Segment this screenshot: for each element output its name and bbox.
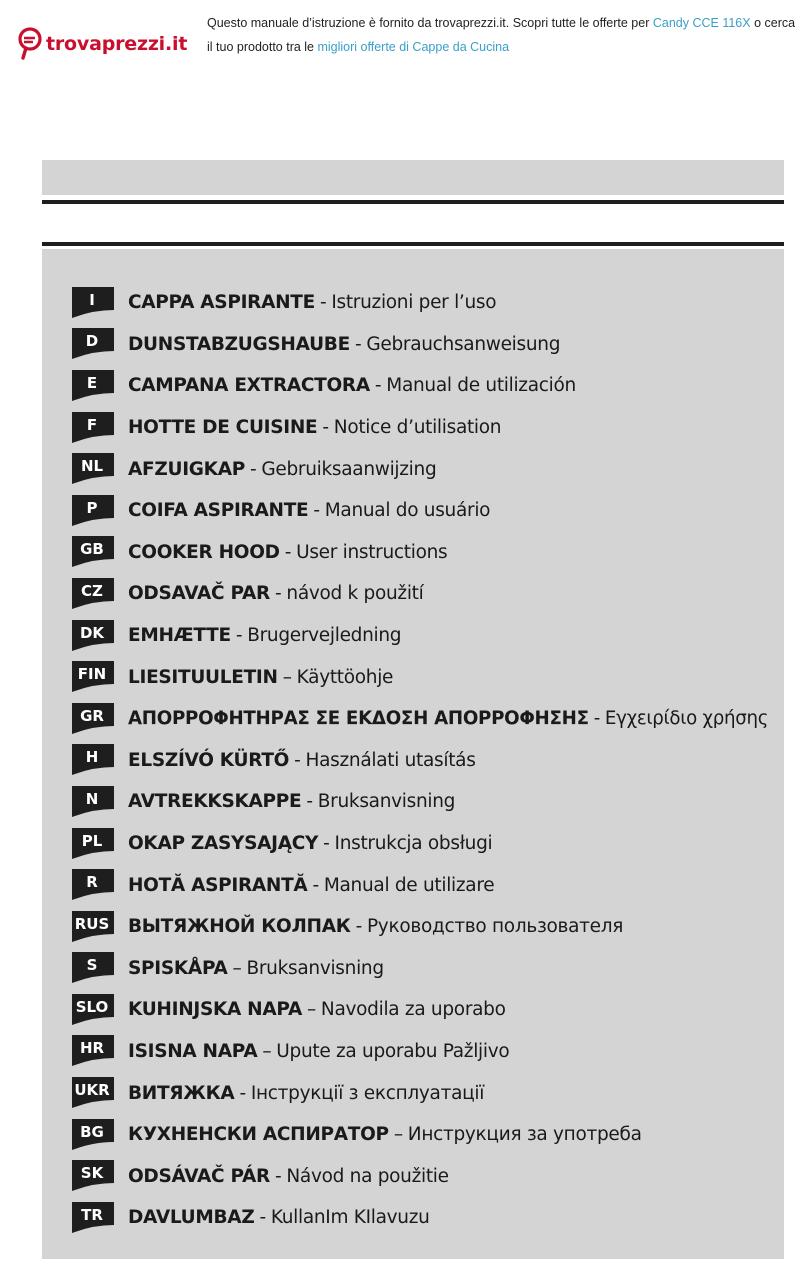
language-item-h[interactable]	[70, 740, 778, 782]
top-rule	[42, 200, 784, 204]
language-tab-icon	[70, 994, 116, 1026]
promo-line-2	[207, 35, 797, 59]
promo-line1-suffix: o cerca	[750, 16, 796, 30]
language-code: P	[86, 498, 98, 517]
language-item-n[interactable]	[70, 781, 778, 823]
language-item-ukr[interactable]	[70, 1072, 778, 1114]
language-item-r[interactable]	[70, 864, 778, 906]
language-label	[128, 459, 436, 480]
product-title: CAMPANA EXTRACTORA	[128, 375, 370, 397]
product-title: ODSÁVAČ PÁR	[128, 1165, 270, 1187]
product-title: CAPPA ASPIRANTE	[128, 292, 315, 314]
manual-description: Bruksanvisning	[317, 791, 456, 813]
language-code: GB	[80, 540, 104, 559]
product-title: DAVLUMBAZ	[128, 1207, 255, 1229]
manual-description: Manual do usuário	[324, 500, 491, 522]
separator: -	[235, 625, 243, 647]
separator: -	[593, 708, 600, 730]
product-title: LIESITUULETIN	[128, 666, 278, 688]
manual-description: User instructions	[296, 541, 448, 563]
product-title: ELSZÍVÓ KÜRTŐ	[128, 749, 290, 771]
language-label	[128, 1166, 449, 1187]
language-tab-icon	[70, 1160, 116, 1192]
separator: -	[354, 333, 362, 355]
product-title: ΑΠΟΡΡΟΦΗΤΗΡΑΣ ΣΕ ΕΚΔΟΣΗ ΑΠΟΡΡΟΦΗΣΗΣ	[128, 708, 589, 730]
manual-description: Notice d’utilisation	[333, 417, 502, 439]
language-tab-icon	[70, 370, 116, 402]
language-tab-icon	[70, 869, 116, 901]
language-tab-icon	[70, 1077, 116, 1109]
language-label	[128, 999, 506, 1020]
separator: –	[282, 666, 292, 688]
language-tab-icon	[70, 620, 116, 652]
language-item-p[interactable]	[70, 490, 778, 532]
language-code: F	[86, 415, 98, 434]
manual-description: Istruzioni per l’uso	[331, 292, 497, 314]
language-tab-icon	[70, 578, 116, 610]
bottom-rule	[42, 242, 784, 246]
language-tab-icon	[70, 1119, 116, 1151]
language-label	[128, 916, 623, 937]
language-label	[128, 1207, 430, 1228]
separator: -	[313, 500, 320, 522]
separator: -	[312, 874, 319, 896]
separator: -	[322, 417, 329, 439]
manual-description: Руководство пользователя	[366, 916, 624, 938]
title-strip	[42, 160, 784, 195]
language-label	[128, 583, 423, 604]
language-label	[128, 375, 576, 396]
language-code: UKR	[74, 1081, 110, 1100]
manual-description: návod k použití	[286, 583, 424, 605]
language-label	[128, 667, 393, 688]
language-panel	[42, 249, 784, 1259]
product-title: COIFA ASPIRANTE	[128, 500, 309, 522]
language-label	[128, 292, 496, 313]
language-code: HR	[79, 1039, 105, 1058]
separator: -	[284, 541, 292, 563]
language-tab-icon	[70, 911, 116, 943]
category-offers-link[interactable]: migliori offerte di Cappe da Cucina	[317, 40, 510, 54]
language-tab-icon	[70, 328, 116, 360]
language-tab-icon	[70, 412, 116, 444]
language-label	[128, 334, 560, 355]
separator: -	[239, 1082, 246, 1104]
language-item-hr[interactable]	[70, 1031, 778, 1073]
separator: -	[249, 458, 257, 480]
product-title: ISISNA NAPA	[128, 1040, 258, 1062]
language-code: R	[86, 873, 98, 892]
manual-description: Käyttöohje	[296, 666, 394, 688]
separator: –	[393, 1124, 403, 1146]
language-code: SK	[80, 1164, 104, 1183]
language-item-gr[interactable]	[70, 698, 778, 740]
product-title: SPISKÅPA	[128, 957, 228, 979]
product-title: КУХНЕНСКИ АСПИРАТОР	[128, 1124, 389, 1146]
language-item-d[interactable]	[70, 324, 778, 366]
separator: -	[323, 833, 330, 855]
language-item-gb[interactable]	[70, 532, 778, 574]
language-code: I	[89, 290, 95, 309]
manual-description: Gebrauchsanweisung	[366, 333, 561, 355]
language-tab-icon	[70, 536, 116, 568]
product-title: ВИТЯЖКА	[128, 1082, 235, 1104]
separator: -	[259, 1207, 266, 1229]
language-tab-icon	[70, 703, 116, 735]
separator: –	[262, 1040, 272, 1062]
language-label	[128, 750, 476, 771]
separator: -	[319, 292, 327, 314]
language-label	[128, 875, 494, 896]
product-title: EMHÆTTE	[128, 625, 231, 647]
language-list	[70, 282, 778, 1239]
language-label	[128, 625, 401, 646]
language-code: TR	[81, 1205, 103, 1224]
product-title: OKAP ZASYSAJĄCY	[128, 833, 319, 855]
language-item-sk[interactable]	[70, 1155, 778, 1197]
language-tab-icon	[70, 287, 116, 319]
promo-line1-prefix: Questo manuale d’istruzione è fornito da trovaprezzi.it. Scopri tutte le offerte per	[207, 16, 653, 30]
language-label	[128, 833, 492, 854]
language-tab-icon	[70, 744, 116, 776]
language-label	[128, 1083, 484, 1104]
separator: -	[374, 375, 382, 397]
language-item-i[interactable]	[70, 282, 778, 324]
language-item-f[interactable]	[70, 407, 778, 449]
language-label	[128, 542, 447, 563]
language-code: GR	[80, 706, 104, 725]
language-code: S	[86, 956, 98, 975]
manual-description: Εγχειρίδιο χρήσης	[604, 708, 769, 730]
language-tab-icon	[70, 828, 116, 860]
separator: –	[306, 999, 316, 1021]
language-item-nl[interactable]	[70, 448, 778, 490]
manual-description: Navodila za uporabo	[320, 999, 506, 1021]
language-code: CZ	[81, 581, 103, 600]
manual-description: Upute za uporabu Pažljivo	[276, 1040, 510, 1062]
separator: -	[275, 1165, 282, 1187]
language-code: PL	[81, 831, 103, 850]
language-code: N	[85, 789, 99, 808]
logo-text: trovaprezzi.it	[46, 33, 188, 55]
language-code: FIN	[77, 665, 107, 684]
language-item-cz[interactable]	[70, 573, 778, 615]
separator: -	[306, 791, 313, 813]
manual-description: Manual de utilización	[386, 375, 576, 397]
language-code: H	[85, 748, 99, 767]
promo-text	[207, 11, 797, 59]
manual-description: Használati utasítás	[305, 749, 476, 771]
language-label	[128, 1041, 509, 1062]
language-code: NL	[80, 457, 104, 476]
language-tab-icon	[70, 786, 116, 818]
language-item-tr[interactable]	[70, 1197, 778, 1239]
manual-description: Instrukcja obsługi	[334, 833, 493, 855]
product-title: HOTTE DE CUISINE	[128, 417, 318, 439]
language-label	[128, 958, 384, 979]
language-item-fin[interactable]	[70, 656, 778, 698]
product-link[interactable]: Candy CCE 116X	[652, 16, 751, 30]
separator: -	[275, 583, 282, 605]
language-label	[128, 1124, 642, 1145]
manual-description: Bruksanvisning	[246, 957, 384, 979]
manual-description: Manual de utilizare	[323, 874, 495, 896]
product-title: HOTĂ ASPIRANTĂ	[128, 874, 308, 896]
language-label	[128, 791, 455, 812]
language-label	[128, 500, 490, 521]
product-title: COOKER HOOD	[128, 541, 280, 563]
language-item-e[interactable]	[70, 365, 778, 407]
trovaprezzi-logo[interactable]	[18, 27, 187, 61]
manual-description: Инструкция за употреба	[407, 1124, 642, 1146]
language-code: SLO	[75, 997, 109, 1016]
language-item-rus[interactable]	[70, 906, 778, 948]
language-code: E	[86, 373, 98, 392]
manual-description: Brugervejledning	[247, 625, 402, 647]
trovaprezzi-logo-icon	[18, 27, 44, 61]
language-item-slo[interactable]	[70, 989, 778, 1031]
product-title: ВЫТЯЖНОЙ КОЛПАК	[128, 916, 351, 938]
header	[0, 0, 808, 70]
product-title: ODSAVAČ PAR	[128, 583, 270, 605]
language-tab-icon	[70, 1035, 116, 1067]
language-code: RUS	[74, 914, 110, 933]
language-label	[128, 417, 501, 438]
language-label	[128, 708, 768, 729]
language-tab-icon	[70, 453, 116, 485]
product-title: KUHINJSKA NAPA	[128, 999, 302, 1021]
language-code: D	[85, 332, 99, 351]
language-code: DK	[79, 623, 105, 642]
product-title: AVTREKKSKAPPE	[128, 791, 302, 813]
separator: –	[232, 957, 242, 979]
manual-description: Návod na použitie	[286, 1165, 449, 1187]
manual-description: Інструкції з експлуатації	[250, 1082, 485, 1104]
product-title: AFZUIGKAP	[128, 458, 245, 480]
promo-line-1	[207, 11, 797, 35]
language-code: BG	[80, 1122, 104, 1141]
manual-description: Gebruiksaanwijzing	[261, 458, 437, 480]
language-tab-icon	[70, 495, 116, 527]
language-item-dk[interactable]	[70, 615, 778, 657]
language-item-s[interactable]	[70, 948, 778, 990]
product-title: DUNSTABZUGSHAUBE	[128, 333, 350, 355]
manual-description: KullanIm KIlavuzu	[270, 1207, 430, 1229]
language-item-pl[interactable]	[70, 823, 778, 865]
language-tab-icon	[70, 661, 116, 693]
separator: -	[355, 916, 362, 938]
promo-line2-prefix: il tuo prodotto tra le	[207, 40, 318, 54]
language-item-bg[interactable]	[70, 1114, 778, 1156]
separator: -	[294, 749, 301, 771]
language-tab-icon	[70, 1202, 116, 1234]
language-tab-icon	[70, 952, 116, 984]
